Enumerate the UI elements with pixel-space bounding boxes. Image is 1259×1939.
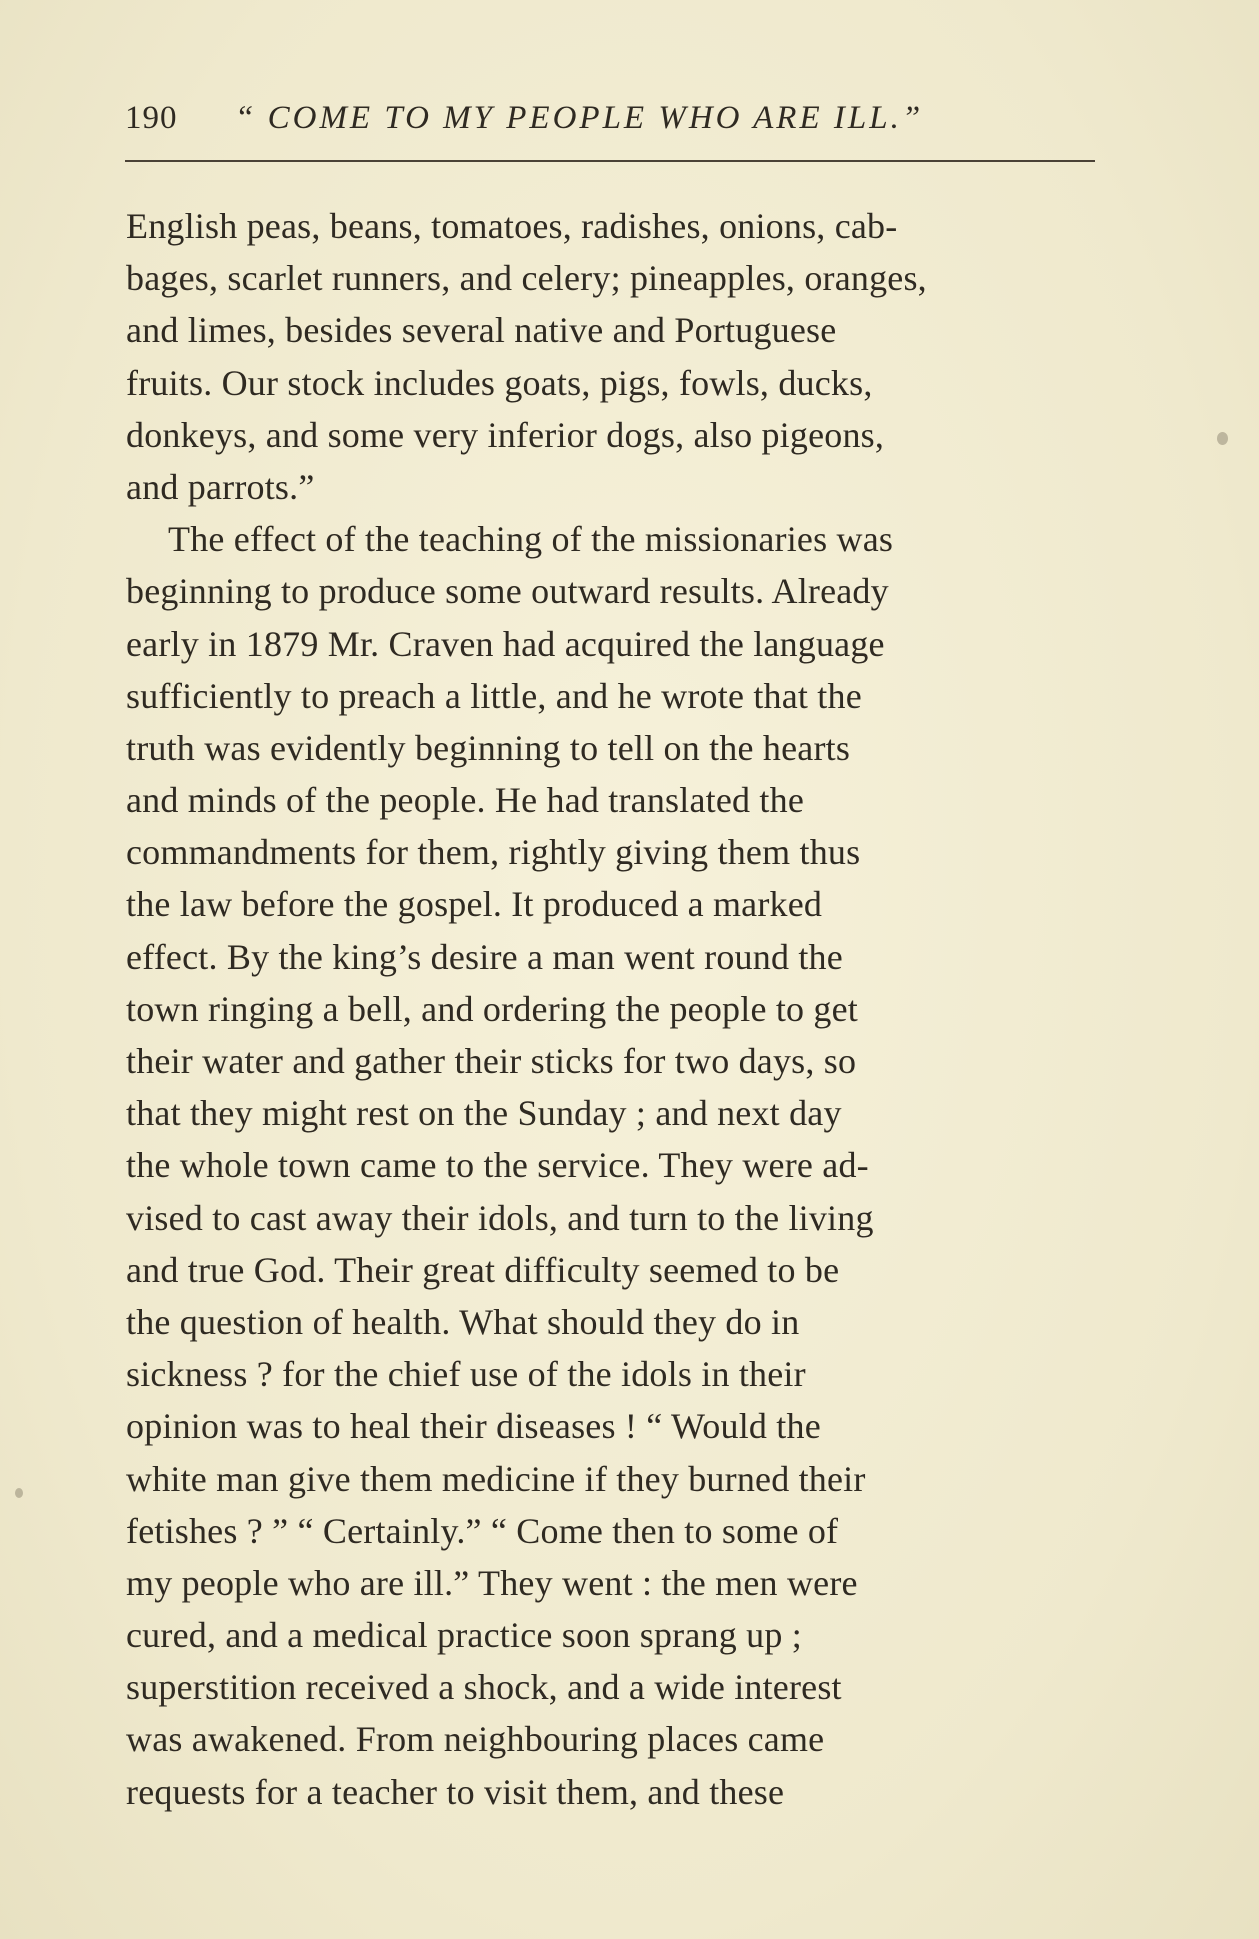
text-line: was awakened. From neighbouring places came [126, 1719, 825, 1760]
text-line: donkeys, and some very inferior dogs, also pigeons, [126, 414, 885, 455]
text-line: vised to cast away their idols, and turn to the living [126, 1197, 874, 1238]
text-line: town ringing a bell, and ordering the people to get [126, 988, 859, 1029]
text-line: white man give them medicine if they burned their [126, 1458, 866, 1499]
text-line: and limes, besides several native and Portuguese [126, 310, 837, 351]
text-line: sufficiently to preach a little, and he wrote that the [126, 675, 862, 716]
text-line: fruits. Our stock includes goats, pigs, fowls, ducks, [126, 362, 873, 403]
text-line: beginning to produce some outward results. Already [126, 571, 889, 612]
text-line: and parrots.” [126, 466, 315, 507]
header-rule [125, 160, 1095, 162]
text-line: and minds of the people. He had translated the [126, 780, 804, 821]
text-line: English peas, beans, tomatoes, radishes, onions, cab- [126, 206, 898, 246]
paper-speck [15, 1488, 23, 1498]
text-line: sickness ? for the chief use of the idols in their [126, 1354, 806, 1395]
text-line: opinion was to heal their diseases ! “ Would the [126, 1406, 821, 1447]
text-line: superstition received a shock, and a wide interest [126, 1667, 842, 1708]
text-line: commandments for them, rightly giving them thus [126, 832, 861, 873]
text-line: the law before the gospel. It produced a marked [126, 884, 823, 925]
text-line: requests for a teacher to visit them, and these [126, 1771, 785, 1812]
text-line: the question of health. What should they do in [126, 1301, 800, 1342]
page-number: 190 [125, 100, 178, 136]
body-text [126, 200, 1136, 1818]
text-line: bages, scarlet runners, and celery; pineapples, oranges, [126, 258, 927, 299]
text-line: effect. By the king’s desire a man went round the [126, 936, 843, 977]
text-line: early in 1879 Mr. Craven had acquired the language [126, 623, 885, 664]
text-line: fetishes ? ” “ Certainly.” “ Come then to some of [126, 1510, 839, 1551]
running-title: “ COME TO MY PEOPLE WHO ARE ILL.” [235, 100, 924, 136]
paragraph-start-line: The effect of the teaching of the missionaries was [168, 519, 894, 560]
text-line: my people who are ill.” They went : the men were [126, 1562, 858, 1603]
paper-speck [1217, 432, 1228, 445]
page-header [125, 100, 1095, 144]
text-line: and true God. Their great difficulty seemed to be [126, 1249, 840, 1290]
text-line: that they might rest on the Sunday ; and next day [126, 1093, 842, 1134]
text-line: truth was evidently beginning to tell on the hearts [126, 727, 851, 768]
text-line: their water and gather their sticks for two days, so [126, 1041, 857, 1081]
text-line: cured, and a medical practice soon sprang up ; [126, 1615, 802, 1656]
text-line: the whole town came to the service. They were ad- [126, 1145, 869, 1186]
